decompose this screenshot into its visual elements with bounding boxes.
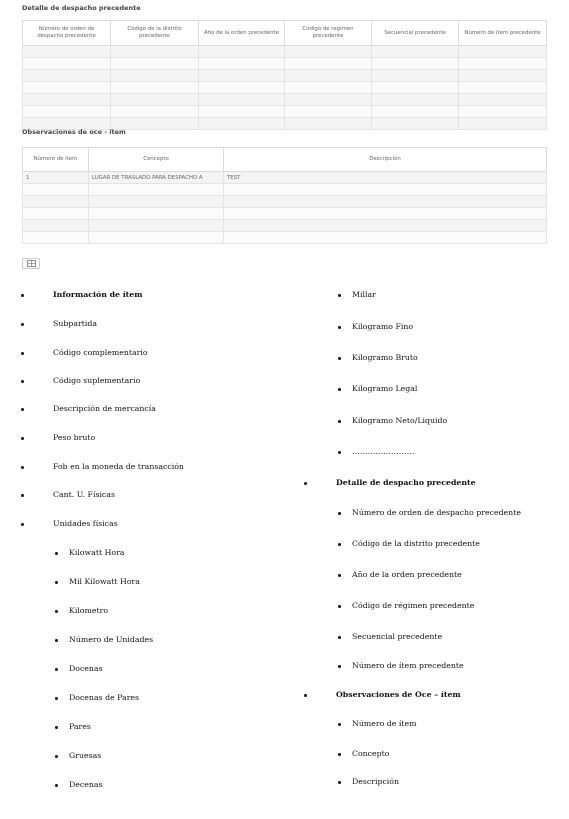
list-item: Número de orden de despacho precedente [352,508,521,517]
col-header-codigo-distrito[interactable]: Código de la distrito precedente [111,21,199,46]
table-row[interactable] [23,94,547,106]
table-row[interactable] [23,172,547,184]
list-item: Cant. U. Físicas [53,490,115,499]
list-item: Código suplementario [53,376,140,385]
list-item: Año de la orden precedente [352,570,462,579]
list-item: Kilogramo Legal [352,384,417,393]
list-item: Concepto [352,749,389,758]
table-row[interactable] [23,184,547,196]
list-item: Unidades físicas [53,519,118,528]
list-item: Pares [69,722,91,731]
table-row[interactable] [23,220,547,232]
list-item: Detalle de despacho precedente [336,478,476,487]
list-item: Docenas [69,664,103,673]
list-item: Número de ítem precedente [352,661,464,670]
col-header-numero-item-obs[interactable]: Número de ítem [23,148,89,172]
list-item: Kilogramo Bruto [352,353,418,362]
list-item: Información de ítem [53,290,142,299]
list-item: Kilogramo Fino [352,322,413,331]
list-item: Peso bruto [53,433,95,442]
col-header-anio-orden[interactable]: Año de la orden precedente [199,21,285,46]
despacho-table [22,20,547,130]
observaciones-table [22,147,547,244]
list-item: Subpartida [53,319,97,328]
cell-descripcion: TEST [224,172,547,184]
list-item: Fob en la moneda de transacción [53,462,184,471]
list-item: Observaciones de Oce – ítem [336,690,461,699]
list-item: Docenas de Pares [69,693,139,702]
list-item: Código de régimen precedente [352,601,474,610]
observaciones-header-row [23,148,547,172]
table-row[interactable] [23,232,547,244]
grid-toggle-button[interactable] [22,258,40,269]
table-row[interactable] [23,106,547,118]
list-item: …………………… [352,447,414,456]
table-row[interactable] [23,196,547,208]
table-row[interactable] [23,58,547,70]
col-header-numero-item[interactable]: Número de ítem precedente [459,21,547,46]
list-item: Gruesas [69,751,101,760]
list-item: Decenas [69,780,103,789]
table-row[interactable] [23,70,547,82]
col-header-numero-orden[interactable]: Número de orden de despacho precedente [23,21,111,46]
list-item: Kilowatt Hora [69,548,124,557]
list-item: Descripción [352,777,399,786]
grid-icon [27,260,36,267]
despacho-section-title: Detalle de despacho precedente [22,4,141,12]
list-item: Mil Kilowatt Hora [69,577,140,586]
table-row[interactable] [23,46,547,58]
table-row[interactable] [23,82,547,94]
col-header-secuencial[interactable]: Secuencial precedente [372,21,459,46]
list-item: Descripción de mercancía [53,404,156,413]
list-item: Código de la distrito precedente [352,539,480,548]
list-item: Número de Unidades [69,635,153,644]
list-item: Código complementario [53,348,148,357]
list-item: Kilometro [69,606,108,615]
list-item: Secuencial precedente [352,632,442,641]
col-header-descripcion[interactable]: Descripción [224,148,547,172]
list-item: Kilogramo Neto/Liquido [352,416,447,425]
cell-item: 1 [23,172,89,184]
list-item: Millar [352,290,376,299]
despacho-header-row [23,21,547,46]
table-row[interactable] [23,208,547,220]
list-item: Número de ítem [352,719,416,728]
cell-concepto: LUGAR DE TRASLADO PARA DESPACHO A [89,172,224,184]
col-header-codigo-regimen[interactable]: Código de regimen precedente [285,21,372,46]
col-header-concepto[interactable]: Concepto [89,148,224,172]
observaciones-section-title: Observaciones de oce - ítem [22,128,126,136]
